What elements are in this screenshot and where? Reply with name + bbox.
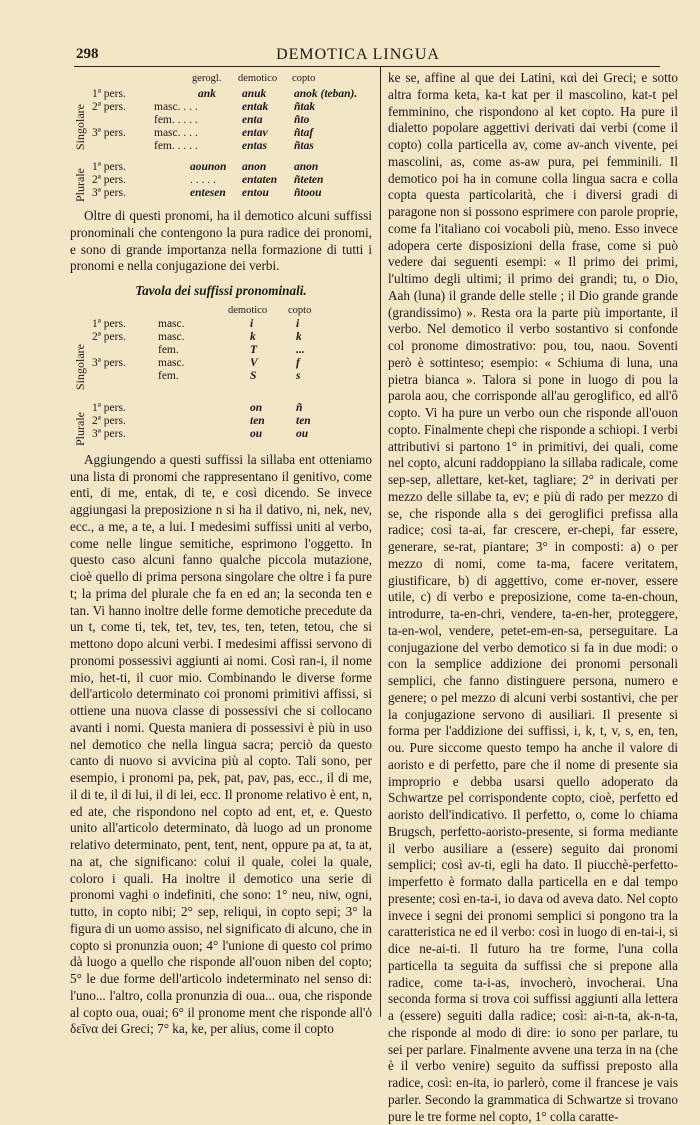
- row-person: 2ª pers.: [92, 174, 126, 186]
- suffix-table: [70, 304, 372, 446]
- col-head-demotico: demotico: [238, 73, 278, 84]
- row-demotico: entou: [242, 187, 269, 199]
- plurale-label: Plurale: [73, 168, 87, 202]
- row-gerogl: aounon: [190, 161, 227, 173]
- suffix-row-copto: ...: [296, 343, 305, 356]
- col-head-gerogl: gerogl.: [192, 73, 222, 84]
- plurale-label-2: Plurale: [73, 411, 87, 446]
- row-copto: ñto: [294, 114, 310, 126]
- left-body-text: Aggiungendo a questi suffissi la sillaba ent otteniamo una lista di pronomi che rappresentano il genitivo, come enti, di me, entak, di te, e così dicendo. Se invece aggiungasi la preposizione n si ha il dativo, ni, nek, nev, ecc., a me, a te, a lui. I medesimi suffissi uniti al verbo, come nelle lingue semitiche, esprimono l'oggetto. In questo caso alcuni fanno qualche piccola mutazione, cioè quello di prima persona singolare che oltre i fa pure t; la prima del plurale che fa en ed an; la seconda ten e tan. Vi hanno inoltre delle forme demotiche precedute da un t, come ti, tek, tet, tev, tes, ten, teten, tetou, che si mettono dopo alcuni verbi. I medesimi affissi servono di pronomi possessivi aggiunti ai nomi. Così ran-i, il nome mio, het-ti, il cuor mio. Combinando le diverse forme dell'articolo determinato coi pronomi primitivi affissi, si ottiene una nuova classe di possessivi che si collocano avanti i nomi. Questa maniera di possessivi è più in uso nel demotico che nella lingua sacra; perciò da questo canto di nuovo si avvicina più al copto. Tali sono, per esempio, i pronomi pa, pek, pat, pav, pas, ecc., il di me, il di te, il di lui, il di lei, ecc. Il pronome relativo è ent, n, ed ate, che rispondono nel copto ad ent, et, e. Questo unito all'articolo determinato, dà luogo ad un pronome relativo determinato, pent, tent, nent, oppure pa at, ta at, na at, che significano: colui il quale, colei la quale, coloro i quali. Ha inoltre il demotico una serie di pronomi vaghi o indefiniti, che sono: 1° neu, niw, ogni, tutto, in copto nibi; 2° sep, reliqui, in copto sepi; 3° la figura di un uomo assiso, nel significato di alcuno, che in copto si pronunzia ouon; 4° l'unione di questo col primo dà luogo a quello che risponde all'ouon niben del copto; 5° le due forme dell'articolo indeterminato nel senso di: l'uno... l'altro, colla pronunzia di oua... oua, che risponde al copto oua, ouai; 6° il pronome ment che risponde all'ὁ δεῖνα dei Greci; 7° ka, ke, per alius, come il copto: [70, 451, 372, 1037]
- row-person: 3ª pers.: [92, 187, 126, 199]
- suffix-row-demotico: S: [250, 369, 257, 382]
- suffix-table-title: Tavola dei suffissi pronominali.: [135, 283, 307, 298]
- row-person: 1ª pers.: [92, 161, 126, 173]
- suffix-row-person: 2ª pers.: [92, 414, 126, 427]
- row-demotico: anon: [242, 161, 267, 173]
- suffix-row-person: 3ª pers.: [92, 427, 126, 440]
- column-divider: [380, 67, 381, 1017]
- suffix-row-gender: masc.: [158, 330, 185, 343]
- suffix-row-demotico: on: [250, 401, 263, 414]
- suffix-row-person: 3ª pers.: [92, 356, 126, 369]
- suffix-row-person: 1ª pers.: [92, 401, 126, 414]
- suffix-row-copto: s: [296, 369, 301, 382]
- suffix-row-gender: fem.: [158, 343, 179, 356]
- suffix-row-copto: i: [296, 317, 300, 330]
- suffix-row-demotico: ten: [250, 414, 265, 427]
- row-copto: ñteten: [294, 174, 324, 186]
- suffix-row-copto: ten: [296, 414, 311, 427]
- suffix-row-copto: ñ: [296, 401, 303, 414]
- suffix-row-copto: ou: [296, 427, 309, 440]
- row-demotico: anuk: [242, 88, 267, 100]
- suffix-row-demotico: V: [250, 356, 258, 369]
- suffix-row-demotico: k: [250, 330, 256, 343]
- row-gender: masc. . . .: [154, 127, 198, 139]
- page-number: 298: [76, 46, 99, 62]
- row-gerogl: . . . . .: [190, 174, 216, 186]
- row-copto: anok (teban).: [294, 88, 358, 100]
- row-gender: fem. . . . .: [154, 114, 198, 126]
- singolare-label-2: Singolare: [73, 343, 87, 390]
- suffix-row-demotico: i: [250, 317, 254, 330]
- suffix-row-copto: k: [296, 330, 302, 343]
- page-header: [62, 40, 654, 62]
- left-column: [70, 70, 372, 1038]
- suffix-row-person: 2ª pers.: [92, 330, 126, 343]
- row-demotico: entas: [242, 140, 267, 152]
- suffix-col-head-copto: copto: [288, 304, 312, 316]
- row-copto: ñtak: [294, 101, 316, 113]
- row-demotico: entav: [242, 127, 268, 139]
- suffix-row-person: 1ª pers.: [92, 317, 126, 330]
- suffix-row-copto: f: [296, 356, 300, 369]
- suffix-row-gender: masc.: [158, 317, 185, 330]
- suffix-row-demotico: T: [250, 343, 258, 356]
- row-copto: ñtaf: [294, 127, 314, 139]
- row-demotico: entak: [242, 101, 269, 113]
- row-gerogl: ank: [198, 88, 216, 100]
- singolare-label: Singolare: [73, 104, 87, 150]
- row-demotico: entaten: [242, 174, 278, 186]
- suffix-row-demotico: ou: [250, 427, 263, 440]
- row-person: 2ª pers.: [92, 101, 126, 113]
- row-gender: fem. . . . .: [154, 140, 198, 152]
- row-gender: masc. . . .: [154, 101, 198, 113]
- right-body-text: ke se, affine al que dei Latini, καὶ dei Greci; e sotto altra forma keta, ka-t kat per il mascolino, kat-t pel femminino, che rispondono al ket copto. Ha pure il dialetto popolare aggettivi derivati dai verbi (come il copto) colla particella av, come av-anch vivente, pei mascolini, as, come as-aw pura, pei femminili. Il demotico poi ha in comune colla lingua sacra e colla copta questa particolarità, che i diversi gradi di paragone non si possono esprimere con parole proprie, come fa l'italiano coi vocaboli più, meno. Esso invece adopera certe disposizioni della frase, come si può vedere dai seguenti esempi: « Il primo dei primi, l'ultimo degli ultimi; il primo dei grandi; tu, o Dio, Aah (luna) il grande delle stelle ; il Dio grande grande (grandissimo) ». Resta ora la parte più importante, il verbo. Nel demotico il verbo sostantivo si confonde col pronome dimostrativo: pou, tou, naou. Soventi però è sottinteso; esempio: « Schiuma di luna, una pietra bianca ». Talora si pone in luogo di pou la parola aou, che corrisponde all'au geroglifico, ed all'ô copto. Vi ha pure un verbo oun che risponde all'ouon copto. Finalmente chepi che risponde a schiopi. I verbi attributivi si partono 1° in primitivi, dei quali, come nel copto, alcuni raddoppiano la sillaba radicale, come sep-sep, allettare, ket-ket, tagliare; 2° in derivati per mezzo delle sillabe ta, ev; e più di rado per mezzo di se, che risponde alla s dei geroglifici prefissa alla radice; così ta-ai, far crescere, er-chepi, far essere, generare, se-rat, piantare; 3° in composti: a) o per mezzo di nomi, come ta-ma, facere veritatem, giustificare, b) di aggettivo, come er-nover, essere utile, c) di verbo e preposizione, come ta-en-choun, introdurre, ta-en-chri, vendere, ta-en-her, proteggere, ta-en-wol, vendere, petet-em-en-sa, perseguitare. La conjugazione del verbo demotico si fa in due modi: o con la semplice addizione dei pronomi personali semplici, che fanno distinguere persona, numero e genere; o pel mezzo di alcuni verbi sostantivi, che per la conjugazione servono di ausiliari. Il presente si forma per l'addizione dei suffissi, i, k, t, v, s, en, ten, ou. Pure siccome questo tempo ha anche il valore di aoristo e di perfetto, pare che il nome di presente sia improprio e debba usarsi quello adoperato da Schwartze pel corrispondente copto, cioè, perfetto ed aoristo dell'indicativo. Il perfetto, o, come lo chiama Brugsch, perfetto-aoristo-presente, si forma mediante il verbo ausiliare a (essere) seguito dai pronomi semplici; così av-ti, egli ha dato. Il piucchè-perfetto-imperfetto è formato dalla particella en e dal tempo presente; così en-ta-i, io dava od aveva dato. Nel copto invece i segni dei pronomi semplici si pongono tra la caratteristica ne ed il verbo: così in luogo di en-tai-i, si dice ne-ai-ti. Il futuro ha tre forme, l'una colla particella ta seguita da suffissi che si prepone alla radice, come ta-i-as, invocherò, invocherai. Una seconda forma si trova coi suffissi aggiunti alla lettera a (essere) seguiti dalla radice; così: ai-n-ta, ak-n-ta, che risponde al modo di dire: io sono per parlare, tu sei per parlare. Finalmente avvene una terza in na (che è il verbo venire) seguito da suffissi preposto alla radice, così: en-ita, io parlerò, come il francese je vais parler. Secondo la grammatica di Schwartze si trovano pure le tre forme nel copto, 1° colla caratte-: [388, 70, 678, 1124]
- suffix-col-head-demotico: demotico: [228, 304, 268, 316]
- suffix-row-gender: masc.: [158, 356, 185, 369]
- right-column: [388, 70, 678, 1125]
- row-person: 1ª pers.: [92, 88, 126, 100]
- paragraph-suffissi: Oltre di questi pronomi, ha il demotico alcuni suffissi pronominali che contengono la pura radice dei pronomi, e sono di grande importanza nella formazione di tutti i pronomi e nella conjugazione dei verbi.: [70, 208, 372, 274]
- row-copto: ñtas: [294, 140, 314, 152]
- header-rule: [74, 66, 660, 67]
- row-demotico: enta: [242, 114, 263, 126]
- row-copto: ñtoou: [294, 187, 322, 199]
- row-person: 3ª pers.: [92, 127, 126, 139]
- row-gerogl: entesen: [190, 187, 226, 199]
- running-head: DEMOTICA LINGUA: [276, 46, 440, 63]
- col-head-copto: copto: [292, 73, 316, 84]
- row-copto: anon: [294, 161, 319, 173]
- suffix-row-gender: fem.: [158, 369, 179, 382]
- pronoun-table: [70, 70, 372, 200]
